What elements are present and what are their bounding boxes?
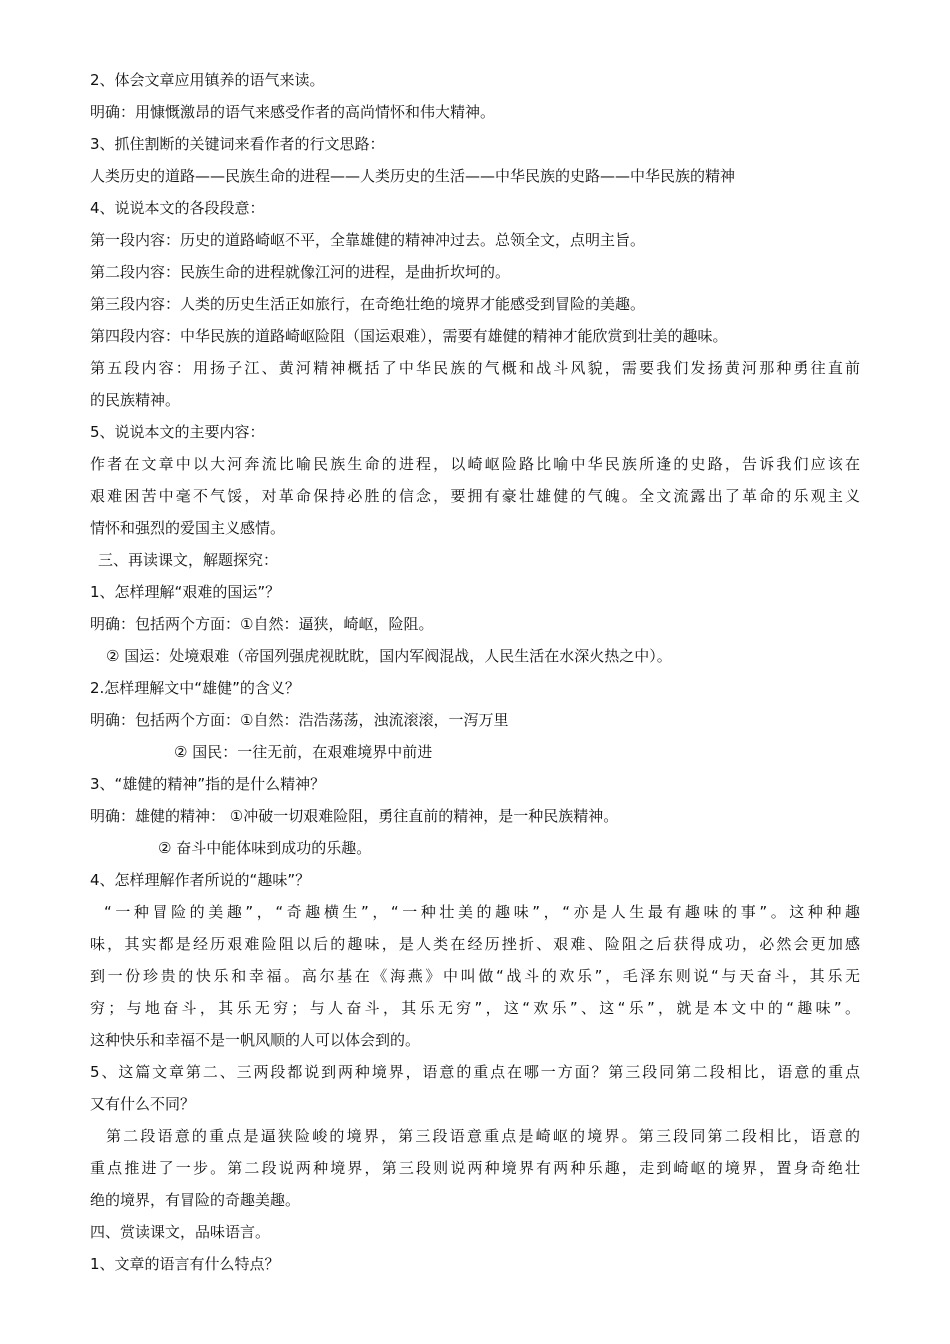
paragraph-3-content: 第三段内容：人类的历史生活正如旅行，在奇绝壮绝的境界才能感受到冒险的美趣。 (90, 295, 646, 313)
answer-2: 明确：用慷慨激昂的语气来感受作者的高尚情怀和伟大精神。 (90, 103, 496, 121)
answer-5-line-3: 绝的境界，有冒险的奇趣美趣。 (90, 1191, 301, 1209)
question-3: 3、“雄健的精神”指的是什么精神？ (90, 775, 326, 793)
question-1: 1、怎样理解“艰难的国运”？ (90, 583, 281, 601)
item-2-read-tone: 2、体会文章应用镇养的语气来读。 (90, 71, 325, 89)
paragraph-5-content-cont: 的民族精神。 (90, 391, 181, 409)
paragraph-1-content: 第一段内容：历史的道路崎岖不平，全靠雄健的精神冲过去。总领全文，点明主旨。 (90, 231, 646, 249)
paragraph-5-content: 第五段内容：用扬子江、黄河精神概括了中华民族的气概和战斗风貌，需要我们发扬黄河那种勇往直前 (90, 359, 860, 377)
section-3-heading: 三、再读课文，解题探究： (98, 551, 279, 569)
paragraph-2-content: 第二段内容：民族生命的进程就像江河的进程，是曲折坎坷的。 (90, 263, 511, 281)
main-content-line-1: 作者在文章中以大河奔流比喻民族生命的进程，以崎岖险路比喻中华民族所逢的史路，告诉我们应该在 (90, 455, 860, 473)
answer-5-line-1: 第二段语意的重点是逼狭险峻的境界，第三段语意重点是崎岖的境界。第三段同第二段相比，语意的 (106, 1127, 860, 1145)
main-content-line-2: 艰难困苦中毫不气馁，对革命保持必胜的信念，要拥有豪壮雄健的气魄。全文流露出了革命的乐观主义 (90, 487, 860, 505)
answer-3-part-2: ② 奋斗中能体味到成功的乐趣。 (158, 839, 372, 857)
main-content-line-3: 情怀和强烈的爱国主义感情。 (90, 519, 286, 537)
question-5: 5、这篇文章第二、三两段都说到两种境界，语意的重点在哪一方面？第三段同第二段相比，语意的重点 (90, 1063, 860, 1081)
section-4-question-1: 1、文章的语言有什么特点？ (90, 1255, 280, 1273)
answer-3-part-1: 明确：雄健的精神： ①冲破一切艰难险阻，勇往直前的精神，是一种民族精神。 (90, 807, 619, 825)
answer-2-citizens: ② 国民：一往无前，在艰难境界中前进 (174, 743, 433, 761)
item-5-main-content: 5、说说本文的主要内容： (90, 423, 265, 441)
answer-1-national-fate: ② 国运：处境艰难（帝国列强虎视眈眈，国内军阀混战，人民生活在水深火热之中）。 (106, 647, 672, 665)
answer-4-line-5: 这种快乐和幸福不是一帆风顺的人可以体会到的。 (90, 1031, 421, 1049)
question-4: 4、怎样理解作者所说的“趣味”？ (90, 871, 311, 889)
answer-4-line-2: 味，其实都是经历艰难险阻以后的趣味，是人类在经历挫折、艰难、险阻之后获得成功，必然会更加感 (90, 935, 860, 953)
answer-4-line-4: 穷；与地奋斗，其乐无穷；与人奋斗，其乐无穷”，这“欢乐”、这“乐”，就是本文中的“趣味”。 (90, 999, 860, 1017)
paragraph-4-content: 第四段内容：中华民族的道路崎岖险阻（国运艰难），需要有雄健的精神才能欣赏到壮美的趣味。 (90, 327, 728, 345)
section-4-heading: 四、赏读课文，品味语言。 (90, 1223, 271, 1241)
item-3-keywords: 3、抓住割断的关键词来看作者的行文思路： (90, 135, 385, 153)
question-5-cont: 又有什么不同？ (90, 1095, 196, 1113)
answer-4-line-1: “一种冒险的美趣”，“奇趣横生”，“一种壮美的趣味”，“亦是人生最有趣味的事”。这种种趣 (104, 903, 860, 921)
item-4-paragraph-meaning: 4、说说本文的各段段意： (90, 199, 265, 217)
answer-5-line-2: 重点推进了一步。第二段说两种境界，第三段则说两种境界有两种乐趣，走到崎岖的境界，置身奇绝壮 (90, 1159, 860, 1177)
question-2: 2.怎样理解文中“雄健”的含义？ (90, 679, 300, 697)
answer-4-line-3: 到一份珍贵的快乐和幸福。高尔基在《海燕》中叫做“战斗的欢乐”，毛泽东则说“与天奋斗，其乐无 (90, 967, 860, 985)
document-page (90, 64, 860, 1280)
thought-chain: 人类历史的道路——民族生命的进程——人类历史的生活——中华民族的史路——中华民族的精神 (90, 167, 736, 185)
answer-1-nature: 明确：包括两个方面：①自然：逼狭，崎岖，险阻。 (90, 615, 434, 633)
answer-2-nature: 明确：包括两个方面：①自然：浩浩荡荡，浊流滚滚，一泻万里 (90, 711, 509, 729)
